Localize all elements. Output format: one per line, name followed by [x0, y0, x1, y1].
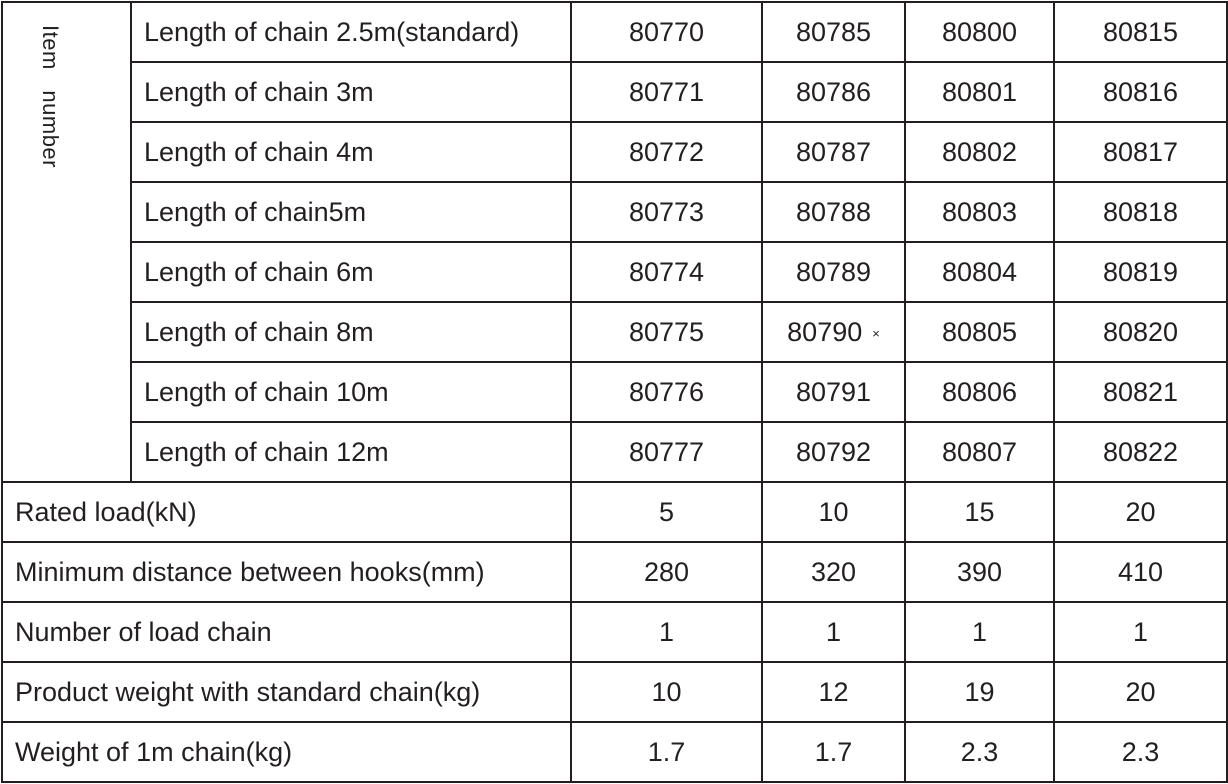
item-number-cell: 80792 [762, 422, 905, 482]
chain-length-label: Length of chain5m [131, 182, 571, 242]
table-row [2, 482, 1227, 542]
spec-label: Number of load chain [2, 602, 571, 662]
item-number-cell-marked [762, 302, 905, 362]
table-row [2, 302, 1227, 362]
item-number-cell: 80805 [905, 302, 1054, 362]
x-mark-icon: × [872, 325, 880, 341]
item-number-cell: 80804 [905, 242, 1054, 302]
item-number-cell: 80785 [762, 2, 905, 62]
chain-length-label: Length of chain 6m [131, 242, 571, 302]
item-number-cell: 80791 [762, 362, 905, 422]
item-number-cell: 80816 [1054, 62, 1227, 122]
item-number-cell: 80786 [762, 62, 905, 122]
table-row [2, 602, 1227, 662]
spec-value-cell: 20 [1054, 662, 1227, 722]
spec-label: Weight of 1m chain(kg) [2, 722, 571, 782]
chain-length-label: Length of chain 8m [131, 302, 571, 362]
item-number-cell: 80776 [571, 362, 762, 422]
table-row [2, 422, 1227, 482]
spec-label: Rated load(kN) [2, 482, 571, 542]
table-row [2, 542, 1227, 602]
spec-value-cell: 20 [1054, 482, 1227, 542]
spec-value-cell: 12 [762, 662, 905, 722]
chain-length-label: Length of chain 4m [131, 122, 571, 182]
table-row [2, 2, 1227, 62]
spec-value-cell: 280 [571, 542, 762, 602]
spec-value-cell: 1.7 [571, 722, 762, 782]
chain-length-label: Length of chain 12m [131, 422, 571, 482]
spec-value-cell: 2.3 [905, 722, 1054, 782]
item-number-cell: 80817 [1054, 122, 1227, 182]
spec-table [1, 1, 1228, 783]
spec-value-cell: 15 [905, 482, 1054, 542]
chain-length-label: Length of chain 2.5m(standard) [131, 2, 571, 62]
spec-value-cell: 5 [571, 482, 762, 542]
table-row [2, 362, 1227, 422]
spec-label: Product weight with standard chain(kg) [2, 662, 571, 722]
item-number-cell: 80815 [1054, 2, 1227, 62]
spec-value-cell: 1 [1054, 602, 1227, 662]
spec-value-cell: 1 [905, 602, 1054, 662]
item-number-cell: 80818 [1054, 182, 1227, 242]
item-number-cell: 80788 [762, 182, 905, 242]
table-row [2, 122, 1227, 182]
item-number-cell: 80801 [905, 62, 1054, 122]
item-number-label: Item number [38, 25, 63, 168]
spec-value-cell: 10 [571, 662, 762, 722]
spec-value-cell: 19 [905, 662, 1054, 722]
item-number-cell: 80777 [571, 422, 762, 482]
spec-value-cell: 320 [762, 542, 905, 602]
item-number-cell: 80787 [762, 122, 905, 182]
chain-length-label: Length of chain 3m [131, 62, 571, 122]
item-number-cell: 80773 [571, 182, 762, 242]
table-row [2, 182, 1227, 242]
item-number-cell: 80800 [905, 2, 1054, 62]
item-number-cell: 80806 [905, 362, 1054, 422]
spec-value-cell: 410 [1054, 542, 1227, 602]
item-number-cell: 80775 [571, 302, 762, 362]
spec-value-cell: 1.7 [762, 722, 905, 782]
item-number-header [2, 2, 131, 482]
item-number-text: 80790 [787, 316, 863, 347]
item-number-cell: 80822 [1054, 422, 1227, 482]
spec-label: Minimum distance between hooks(mm) [2, 542, 571, 602]
spec-value-cell: 1 [571, 602, 762, 662]
table-row [2, 62, 1227, 122]
item-number-cell: 80774 [571, 242, 762, 302]
table-row [2, 662, 1227, 722]
spec-value-cell: 390 [905, 542, 1054, 602]
item-number-cell: 80803 [905, 182, 1054, 242]
spec-value-cell: 2.3 [1054, 722, 1227, 782]
spec-value-cell: 10 [762, 482, 905, 542]
item-number-cell: 80789 [762, 242, 905, 302]
item-number-cell: 80807 [905, 422, 1054, 482]
item-number-cell: 80820 [1054, 302, 1227, 362]
item-number-cell: 80771 [571, 62, 762, 122]
chain-length-label: Length of chain 10m [131, 362, 571, 422]
table-row [2, 242, 1227, 302]
spec-value-cell: 1 [762, 602, 905, 662]
item-number-cell: 80770 [571, 2, 762, 62]
item-number-cell: 80819 [1054, 242, 1227, 302]
table-row [2, 722, 1227, 782]
item-number-cell: 80821 [1054, 362, 1227, 422]
item-number-cell: 80802 [905, 122, 1054, 182]
item-number-cell: 80772 [571, 122, 762, 182]
